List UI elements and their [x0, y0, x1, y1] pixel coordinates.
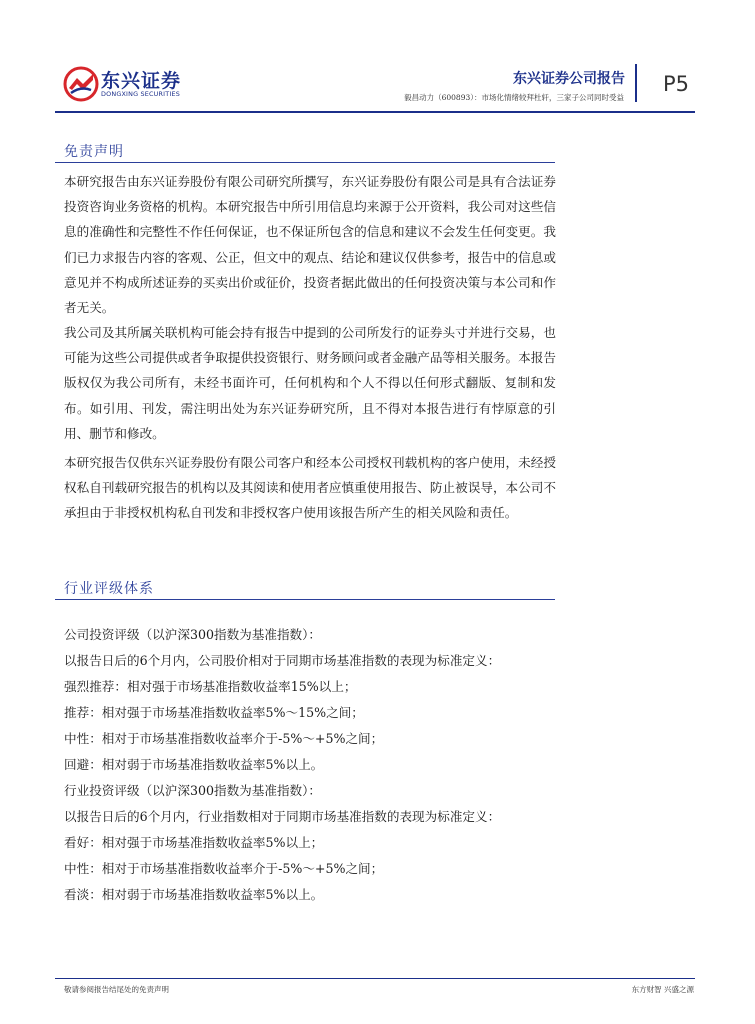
- rating-line: 以报告日后的6个月内，公司股价相对于同期市场基准指数的表现为标准定义：: [64, 653, 501, 668]
- disclaimer-paragraph-3: 本研究报告仅供东兴证券股份有限公司客户和经本公司授权刊载机构的客户使用，未经授权私自刊载研究报告的机构以及其阅读和使用者应慎重使用报告、防止被误导，本公司不承担由于非授权机构私自刊发和非授权客户使用该报告所产生的相关风险和责任。: [64, 455, 556, 521]
- rating-line: 行业投资评级（以沪深300指数为基准指数）：: [64, 783, 322, 798]
- rating-line: 强烈推荐：相对强于市场基准指数收益率15%以上；: [64, 679, 357, 694]
- rating-line: 中性：相对于市场基准指数收益率介于-5%～+5%之间；: [64, 861, 384, 876]
- report-subtitle: 毅昌动力（600893）：市场化情绪较拜杜轩，三家子公司同时受益: [404, 93, 624, 102]
- logo-name: 东兴证券: [101, 70, 182, 92]
- disclaimer-paragraph-2: 我公司及其所属关联机构可能会持有报告中提到的公司所发行的证券头寸并进行交易，也可能为这些公司提供或者争取提供投资银行、财务顾问或者金融产品等相关服务。本报告版权仅为我公司所有，未经书面许可，任何机构和个人不得以任何形式翻版、复制和发布。如引用、刊发，需注明出处为东兴证券研究所，且不得对本报告进行有悖原意的引用、删节和修改。: [64, 325, 556, 441]
- rating-line: 看淡：相对弱于市场基准指数收益率5%以上。: [64, 887, 324, 902]
- rating-line: 看好：相对强于市场基准指数收益率5%以上；: [64, 835, 324, 850]
- page-number: P5: [663, 72, 690, 96]
- rating-line: 以报告日后的6个月内，行业指数相对于同期市场基准指数的表现为标准定义：: [64, 809, 501, 824]
- page-header: [0, 0, 755, 120]
- footer-rule: [55, 978, 695, 979]
- rating-title: 行业评级体系: [64, 581, 154, 597]
- disclaimer-rule: [55, 162, 555, 163]
- footer-disclaimer-note: 敬请参阅报告结尾处的免责声明: [64, 985, 169, 994]
- rating-line: 公司投资评级（以沪深300指数为基准指数）：: [64, 627, 322, 642]
- footer-slogan: 东方财智 兴盛之源: [631, 985, 694, 994]
- logo-subtitle: DONGXING SECURITIES: [101, 90, 180, 98]
- header-rule: [55, 111, 695, 113]
- report-title: 东兴证券公司报告: [513, 71, 625, 87]
- rating-line: 回避：相对弱于市场基准指数收益率5%以上。: [64, 757, 324, 772]
- disclaimer-paragraph-1: 本研究报告由东兴证券股份有限公司研究所撰写，东兴证券股份有限公司是具有合法证券投资咨询业务资格的机构。本研究报告中所引用信息均来源于公开资料，我公司对这些信息的准确性和完整性不作任何保证，也不保证所包含的信息和建议不会发生任何变更。我们已力求报告内容的客观、公正，但文中的观点、结论和建议仅供参考，报告中的信息或意见并不构成所述证券的买卖出价或征价，投资者据此做出的任何投资决策与本公司和作者无关。: [64, 174, 556, 316]
- header-separator: [635, 64, 637, 102]
- rating-rule: [55, 599, 555, 600]
- rating-line: 中性：相对于市场基准指数收益率介于-5%～+5%之间；: [64, 731, 384, 746]
- rating-line: 推荐：相对强于市场基准指数收益率5%～15%之间；: [64, 705, 364, 720]
- disclaimer-title: 免责声明: [64, 144, 124, 160]
